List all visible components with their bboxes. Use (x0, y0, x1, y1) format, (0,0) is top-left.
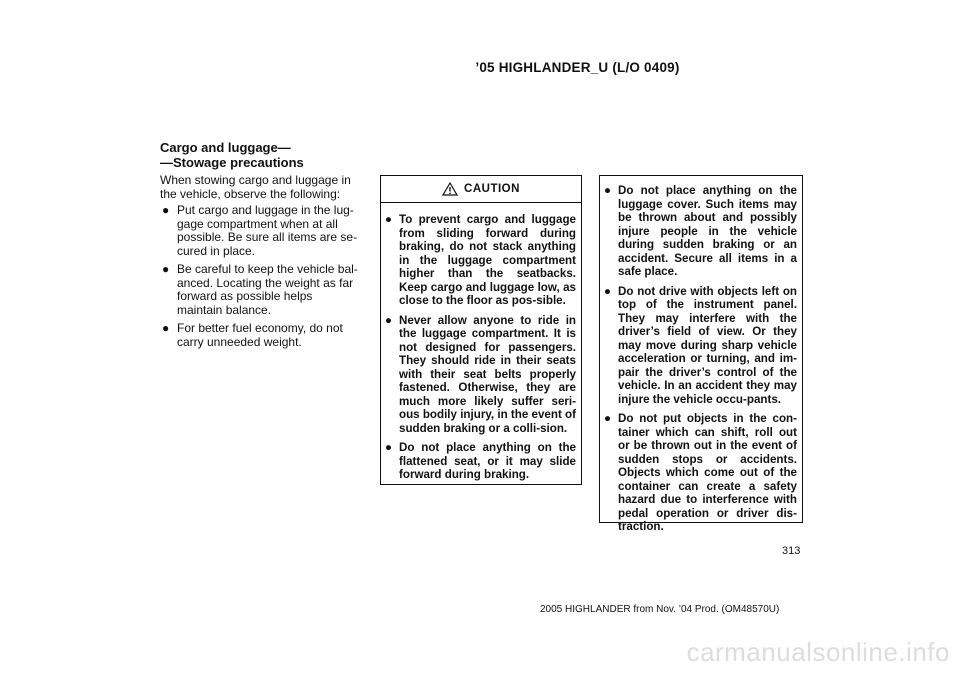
section-title-line-1: Cargo and luggage— (160, 140, 291, 155)
intro-column (160, 174, 360, 354)
bullet-icon: ● (385, 441, 393, 454)
caution-bullet: ● Do not put objects in the con-tainer which can shift, roll out or be thrown out in the event of sudden stops or accidents. Objects which come out of the container can create a safety hazard due to interference with pedal operation or driver dis-traction. (604, 412, 797, 533)
watermark: carmanualsonline.info (686, 637, 950, 667)
bullet-icon: ● (162, 262, 170, 276)
bullet-icon: ● (604, 184, 612, 197)
caution-bullet: ● Do not drive with objects left on top of the instrument panel. They may interfere with the driver’s field of view. Or they may move during sharp vehicle acceleration or turning, and im-pair the driver’s control of the vehicle. In an accident they may injure the vehicle occu-pants. (604, 284, 797, 406)
bullet-icon: ● (162, 203, 170, 217)
caution-header (381, 176, 581, 203)
caution-box (380, 175, 582, 485)
bullet-icon: ● (385, 313, 393, 327)
document-header: ’05 HIGHLANDER_U (L/O 0409) (475, 60, 680, 75)
caution-bullet: ● Do not place anything on the luggage cover. Such items may be thrown about and possibly injure people in the vehicle during sudden braking or an accident. Secure all items in a safe place. (604, 184, 797, 278)
document-footer: 2005 HIGHLANDER from Nov. ’04 Prod. (OM48570U) (540, 604, 780, 615)
caution-box-continued (599, 175, 803, 533)
intro-bullet: ● For better fuel economy, do not carry unneeded weight. (162, 321, 343, 349)
caution-bullet: ● To prevent cargo and luggage from sliding forward during braking, do not stack anything in the luggage compartment higher than the seatbacks. Keep cargo and luggage low, as close to the floor as pos-sible. (385, 213, 576, 307)
bullet-icon: ● (604, 284, 612, 298)
intro-bullet-list (160, 204, 360, 349)
intro-bullet: ● Put cargo and luggage in the lug-gage compartment when at all possible. Be sure all items are se-cured in place. (162, 203, 358, 258)
page-number: 313 (782, 545, 801, 557)
caution-bullet: ● Do not place anything on the flattened seat, or it may slide forward during braking. (385, 441, 576, 481)
intro-paragraph: When stowing cargo and luggage in the vehicle, observe the following: (160, 173, 351, 201)
bullet-icon: ● (604, 412, 612, 425)
warning-triangle-icon (442, 182, 458, 196)
section-title-line-2: —Stowage precautions (160, 155, 304, 170)
section-title (160, 140, 304, 170)
right-bullet-list (600, 180, 802, 534)
bullet-icon: ● (385, 213, 393, 226)
bullet-icon: ● (162, 321, 170, 335)
caution-bullet: ● Never allow anyone to ride in the luggage compartment. It is not designed for passengers. They should ride in their seats with their seat belts properly fastened. Otherwise, they are much more likely suffer seri-ous bodily injury, in the event of sudden braking or a colli-sion. (385, 313, 576, 435)
caution-bullet-list (381, 209, 581, 482)
caution-title: CAUTION (464, 183, 520, 195)
intro-bullet: ● Be careful to keep the vehicle bal-anced. Locating the weight as far forward as possible helps maintain balance. (162, 262, 358, 317)
